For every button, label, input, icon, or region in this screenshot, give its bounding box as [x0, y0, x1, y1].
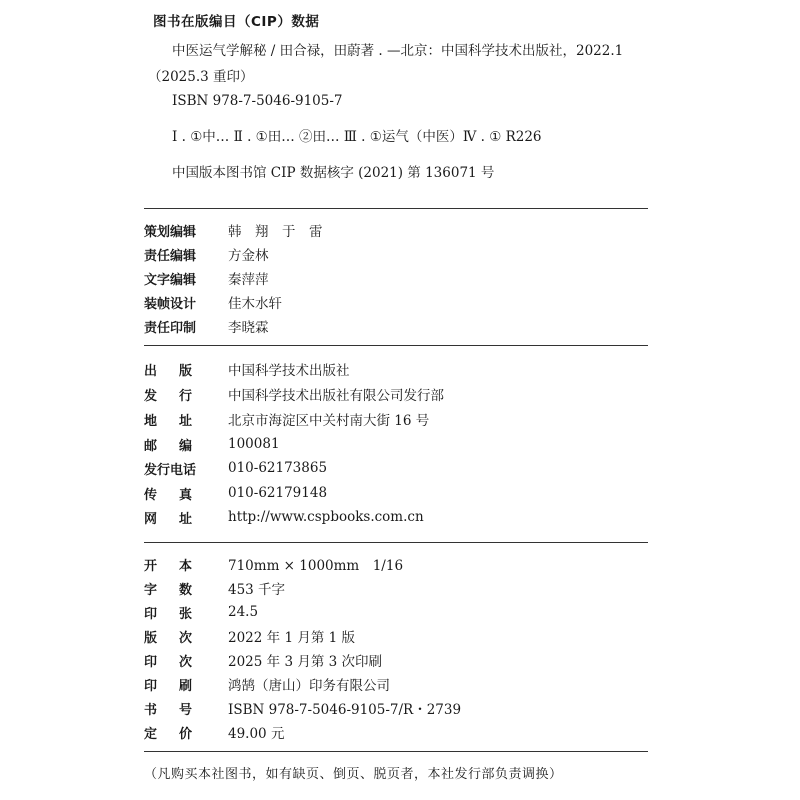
spec-value: 453 千字 — [228, 582, 286, 598]
spec-row — [144, 648, 382, 672]
staff-value: 韩 翔 于 雷 — [228, 224, 323, 240]
website-link[interactable]: http://www.cspbooks.com.cn — [228, 509, 424, 525]
label-char: 印 — [144, 606, 158, 622]
spec-label — [144, 603, 192, 622]
spec-row — [144, 624, 355, 648]
spec-label — [144, 699, 192, 718]
cip-heading: 图书在版编目（CIP）数据 — [153, 14, 320, 30]
label-char: 数 — [178, 582, 192, 598]
divider-1 — [144, 208, 648, 209]
label-char: 次 — [178, 630, 192, 646]
spec-label — [144, 555, 192, 574]
label-char: 地 — [144, 413, 158, 429]
spec-row — [144, 576, 285, 600]
cip-isbn: ISBN 978-7-5046-9105-7 — [172, 93, 343, 109]
staff-value: 李晓霖 — [228, 320, 269, 336]
divider-4 — [144, 751, 648, 752]
spec-label — [144, 579, 192, 598]
staff-row — [144, 314, 269, 338]
spec-value: 鸿鹄（唐山）印务有限公司 — [228, 678, 390, 694]
label-char: 邮 — [144, 438, 158, 454]
label-char: 书 — [144, 702, 158, 718]
label-char: 价 — [178, 726, 192, 742]
label-char: 定 — [144, 726, 158, 742]
cip-title-line: 中医运气学解秘 / 田合禄，田蔚著 . —北京：中国科学技术出版社，2022.1 — [172, 43, 624, 59]
cip-record-number: 中国版本图书馆 CIP 数据核字 (2021) 第 136071 号 — [172, 165, 495, 181]
label-char: 版 — [144, 630, 158, 646]
label-char: 开 — [144, 558, 158, 574]
staff-value: 秦萍萍 — [228, 272, 269, 288]
label-char: 印 — [144, 678, 158, 694]
publisher-label — [144, 484, 192, 503]
publisher-label: 发行电话 — [144, 462, 197, 478]
publisher-label — [144, 410, 192, 429]
label-char: 版 — [178, 363, 192, 379]
staff-row — [144, 266, 269, 290]
label-char: 本 — [178, 558, 192, 574]
label-char: 号 — [178, 702, 192, 718]
label-char: 址 — [178, 413, 192, 429]
staff-value: 佳木水轩 — [228, 296, 282, 312]
publisher-row — [144, 481, 327, 505]
spec-value: 2025 年 3 月第 3 次印刷 — [228, 654, 382, 670]
spec-value: ISBN 978-7-5046-9105-7/R・2739 — [228, 702, 462, 718]
label-char: 发 — [144, 388, 158, 404]
spec-label — [144, 627, 192, 646]
publisher-label — [144, 508, 192, 527]
spec-row — [144, 600, 258, 624]
staff-row — [144, 218, 323, 242]
spec-row — [144, 696, 461, 720]
publisher-value: 010-62173865 — [228, 460, 328, 476]
label-char: 传 — [144, 487, 158, 503]
spec-label — [144, 723, 192, 742]
staff-label: 责任编辑 — [144, 248, 197, 264]
publisher-row — [144, 357, 350, 381]
label-char: 字 — [144, 582, 158, 598]
divider-3 — [144, 542, 648, 543]
publisher-label — [144, 435, 192, 454]
spec-row — [144, 552, 403, 576]
spec-value: 2022 年 1 月第 1 版 — [228, 630, 355, 646]
publisher-value: 北京市海淀区中关村南大街 16 号 — [228, 413, 430, 429]
spec-value: 24.5 — [228, 604, 259, 620]
label-char: 行 — [178, 388, 192, 404]
staff-label: 装帧设计 — [144, 296, 197, 312]
staff-label: 策划编辑 — [144, 224, 197, 240]
publisher-row — [144, 382, 444, 406]
spec-value: 49.00 元 — [228, 726, 285, 742]
staff-row — [144, 290, 282, 314]
publisher-value: 010-62179148 — [228, 485, 328, 501]
cip-classification: Ⅰ . ①中… Ⅱ . ①田… ②田… Ⅲ . ①运气（中医）Ⅳ . ① R226 — [172, 129, 542, 145]
publisher-value: 100081 — [228, 436, 280, 452]
label-char: 编 — [178, 438, 192, 454]
label-char: 次 — [178, 654, 192, 670]
spec-row — [144, 672, 390, 696]
spec-row — [144, 720, 284, 744]
spec-label — [144, 675, 192, 694]
label-char: 出 — [144, 363, 158, 379]
publisher-value: 中国科学技术出版社 — [228, 363, 350, 379]
staff-label: 责任印制 — [144, 320, 197, 336]
publisher-row — [144, 456, 327, 480]
staff-label: 文字编辑 — [144, 272, 197, 288]
exchange-notice: （凡购买本社图书，如有缺页、倒页、脱页者，本社发行部负责调换） — [144, 767, 563, 782]
label-char: 址 — [178, 511, 192, 527]
publisher-label — [144, 360, 192, 379]
staff-row — [144, 242, 269, 266]
label-char: 网 — [144, 511, 158, 527]
publisher-row — [144, 505, 424, 529]
publisher-value: 中国科学技术出版社有限公司发行部 — [228, 388, 444, 404]
divider-2 — [144, 345, 648, 346]
label-char: 真 — [178, 487, 192, 503]
publisher-row — [144, 432, 280, 456]
cip-reprint-line: （2025.3 重印） — [148, 69, 254, 85]
publisher-row — [144, 407, 429, 431]
spec-value: 710mm × 1000mm 1/16 — [228, 558, 404, 574]
label-char: 张 — [178, 606, 192, 622]
label-char: 印 — [144, 654, 158, 670]
staff-value: 方金林 — [228, 248, 269, 264]
spec-label — [144, 651, 192, 670]
label-char: 刷 — [178, 678, 192, 694]
publisher-label — [144, 385, 192, 404]
